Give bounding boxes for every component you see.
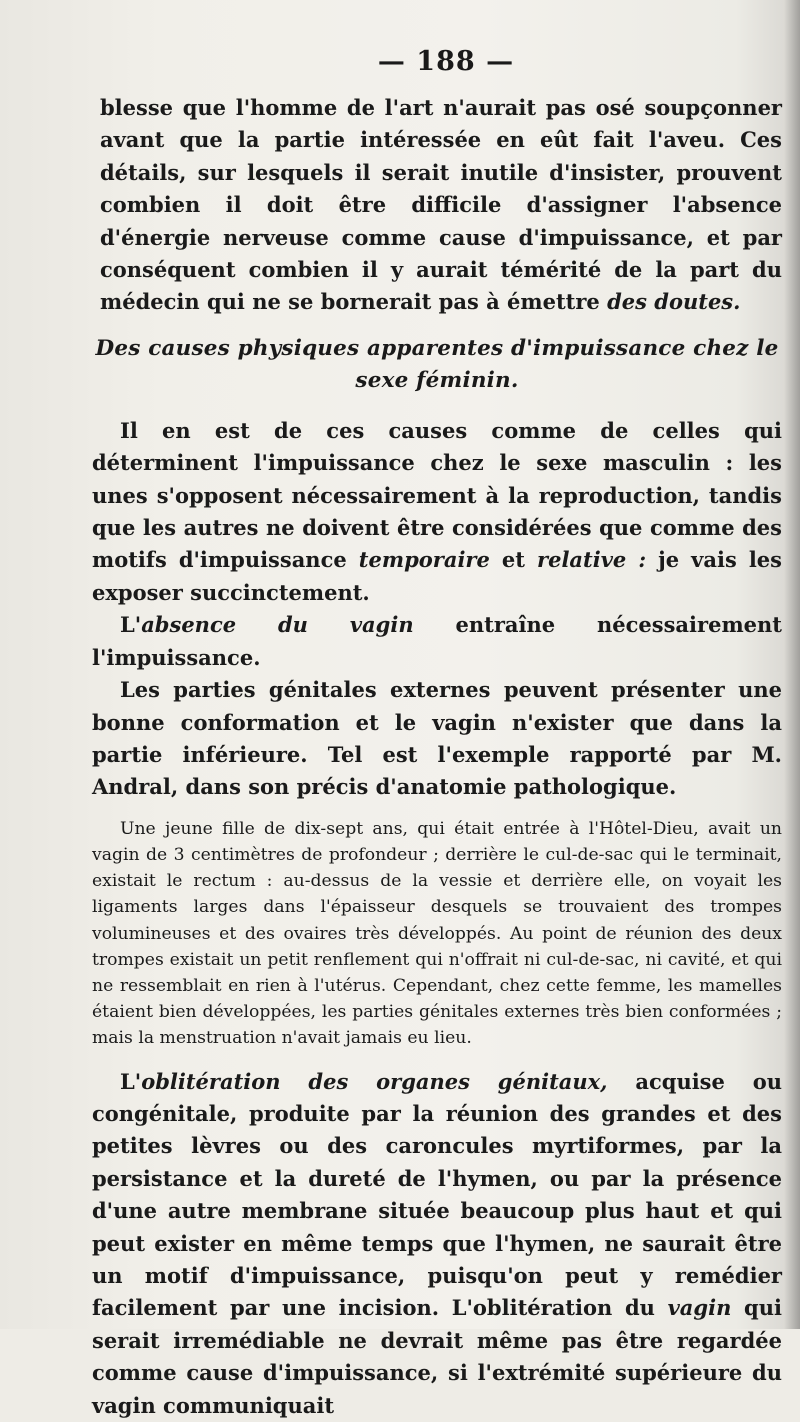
emphasis-text: des doutes. [607,289,741,315]
paragraph-continuation [92,92,782,319]
paragraph-andral: Les parties génitales externes peuvent présenter une bonne conformation et le vagin n'exister que dans la partie inférieure. Tel est l'exemple rapporté par M. Andral, dans son précis d'anatomie pathologique. [92,677,782,800]
paragraph-text: je vais les exposer succinctement. [92,547,782,605]
emphasis-text: relative : [537,547,647,573]
page-spine-shadow [784,0,800,1329]
emphasis-text: oblitération des organes génitaux, [141,1068,608,1094]
paragraph-text: L' [120,612,142,638]
paragraph-case-study: Une jeune fille de dix-sept ans, qui était entrée à l'Hôtel-Dieu, avait un vagin de 3 centimètres de profondeur ; derrière le cul-de-sac qui le terminait, existait le rectum : au-dessus de la vessie et derrière elle, on voyait les ligaments larges dans l'épaisseur desquels se trouvaient des trompes volumineuses et des ovaires très développés. Au point de réunion des deux trompes existait un petit renflement qui n'offrait ni cul-de-sac, ni cavité, et qui ne ressemblait en rien à l'utérus. Cependant, chez cette femme, les mamelles étaient bien développées, les parties génitales externes très bien conformées ; mais la menstruation n'avait jamais eu lieu. [92,818,782,1049]
paragraph-absence-vagin [92,609,782,674]
paragraph-text: L' [120,1068,142,1094]
emphasis-text: vagin [667,1295,732,1321]
paragraph-text: entraîne nécessairement l'impuissance. [92,612,782,670]
page-content [92,42,782,1422]
paragraph-text: Il en est de ces causes comme de celles qui déterminent l'impuissance chez le sexe masculin : les unes s'opposent nécessairement à la reproduction, tandis que les autres ne doivent être considérées que comme des motifs d'impuissance [92,417,782,573]
paragraph-intro [92,415,782,609]
paragraph-text: acquise ou congénitale, produite par la réunion des grandes et des petites lèvres ou des caroncules myrtiformes, par la persistance et la dureté de l'hymen, ou par la présence d'une autre membrane située beaucoup plus haut et qui peut exister en même temps que l'hymen, ne saurait être un motif d'impuissance, puisqu'on peut y remédier facilement par une incision. L'oblitération du [92,1068,783,1321]
page-number: — 188 — [377,46,515,77]
emphasis-text: absence du vagin [141,612,414,638]
emphasis-text: temporaire [358,547,490,573]
paragraph-text: et [489,547,538,573]
paragraph-text: qui serait irremédiable ne devrait même pas être regardée comme cause d'impuissance, si l'extrémité supérieure du vagin communiquait [92,1295,782,1418]
paragraph-obliteration [92,1066,782,1422]
section-heading: Des causes physiques apparentes d'impuissance chez le sexe féminin. [95,335,779,393]
paragraph-text: blesse que l'homme de l'art n'aurait pas osé soupçonner avant que la partie intéressée en eût fait l'aveu. Ces détails, sur lesquels il serait inutile d'insister, prouvent combien il doit être difficile d'assigner l'absence d'énergie nerveuse comme cause d'impuissance, et par conséquent combien il y aurait témérité de la part du médecin qui ne se bornerait pas à émettre [100,95,782,315]
